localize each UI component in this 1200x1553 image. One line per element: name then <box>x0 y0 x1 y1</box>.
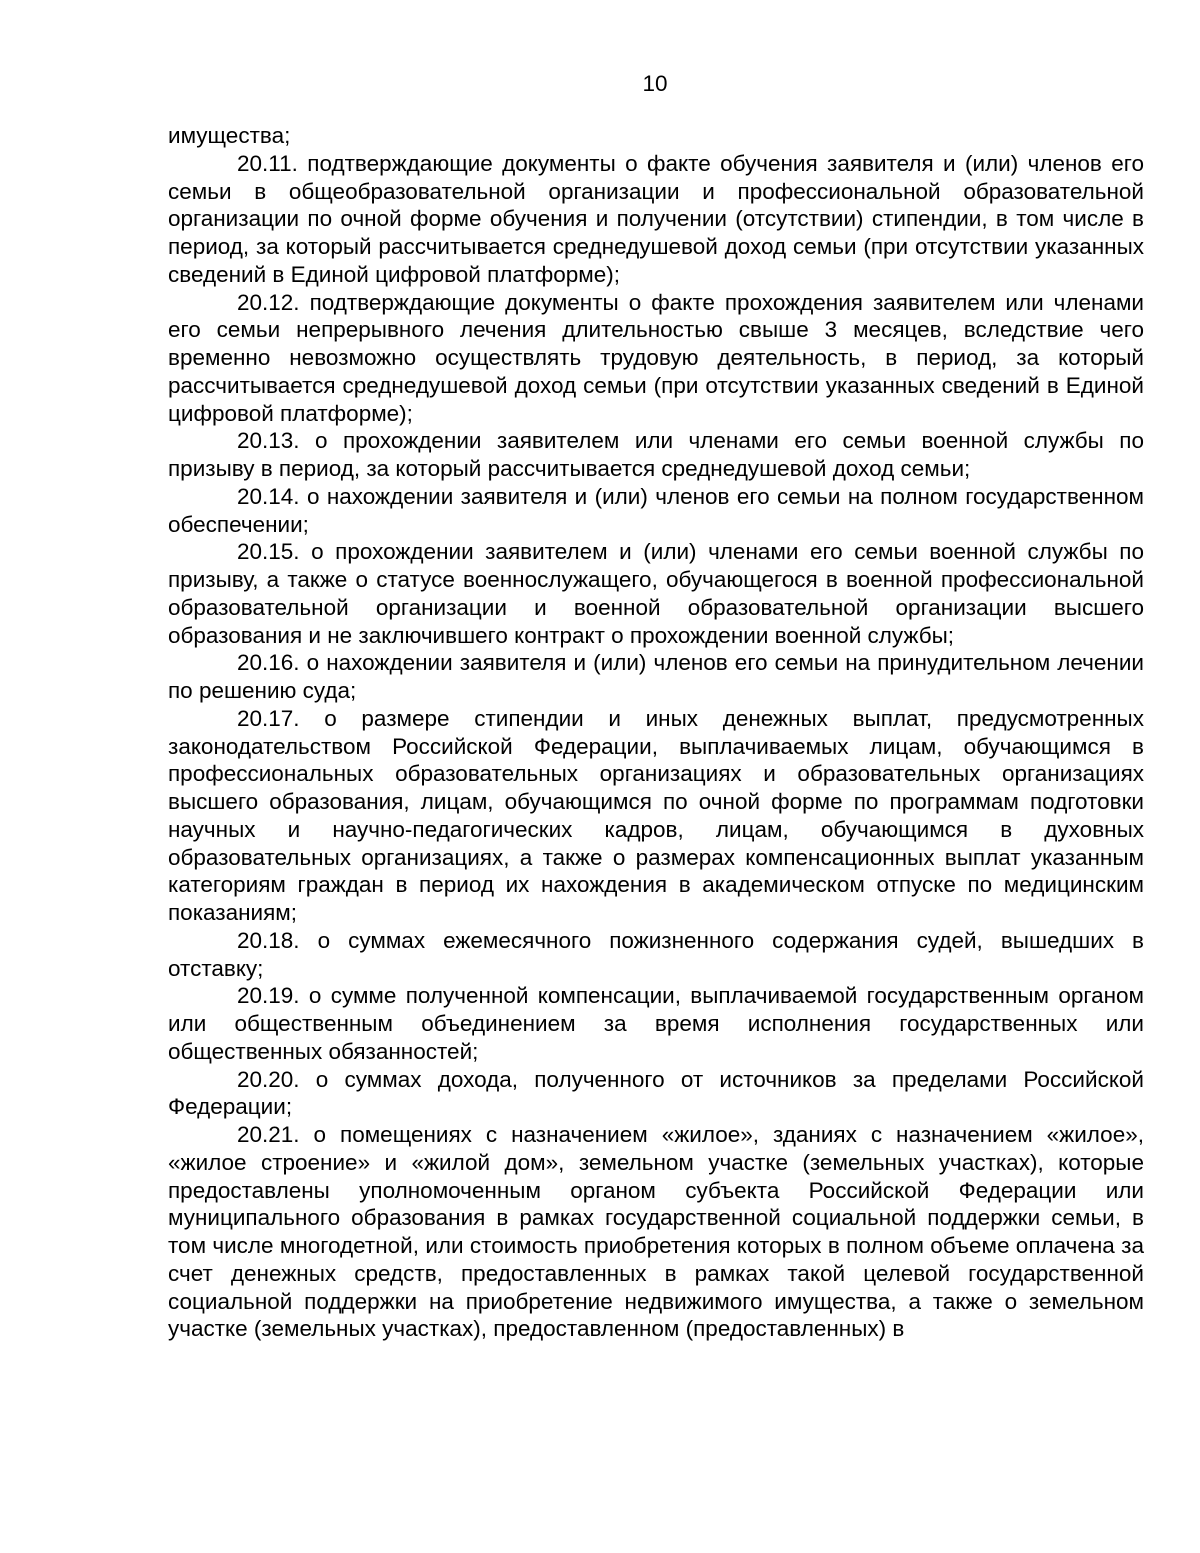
item-number: 20.13. <box>237 428 300 454</box>
list-item <box>168 483 1144 539</box>
page-number: 10 <box>642 71 668 96</box>
list-item <box>168 1121 1144 1343</box>
item-text: о размере стипендии и иных денежных выплат, предусмотренных законодательством Российской Федерации, выплачиваемых лицам, обучающимся в профессиональных образовательных организациях и образовательных организациях высшего образования, лицам, обучающимся по очной форме по программам подготовки научных и научно-педагогических кадров, лицам, обучающимся в духовных образовательных организациях, а также о размерах компенсационных выплат указанным категориям граждан в период их нахождения в академическом отпуске по медицинским показаниям; <box>168 705 1144 925</box>
item-number: 20.17. <box>237 705 300 731</box>
item-number: 20.11. <box>237 150 298 176</box>
list-item <box>168 927 1144 983</box>
item-text: о нахождении заявителя и (или) членов его семьи на полном государственном обеспечении; <box>168 483 1144 537</box>
item-number: 20.15. <box>237 539 300 565</box>
item-text: о прохождении заявителем или членами его семьи военной службы по призыву в период, за который рассчитывается среднедушевой доход семьи; <box>168 428 1144 481</box>
item-number: 20.18. <box>237 927 300 953</box>
list-item <box>168 538 1144 649</box>
list-item <box>168 427 1144 483</box>
continuation-text: имущества; <box>168 123 291 148</box>
list-item <box>168 705 1144 927</box>
list-item <box>168 289 1144 428</box>
item-number: 20.14. <box>237 483 300 509</box>
item-text: подтверждающие документы о факте прохождения заявителем или членами его семьи непрерывного лечения длительностью свыше 3 месяцев, вследствие чего временно невозможно осуществлять трудовую деятельность, в период, за который рассчитывается среднедушевой доход семьи (при отсутствии указанных сведений в Единой цифровой платформе); <box>168 289 1144 426</box>
list-item <box>168 150 1144 289</box>
item-text: о сумме полученной компенсации, выплачиваемой государственным органом или общественным объединением за время исполнения государственных или общественных обязанностей; <box>168 983 1144 1064</box>
list-item <box>168 649 1144 705</box>
list-item <box>168 982 1144 1065</box>
item-number: 20.21. <box>237 1122 300 1147</box>
item-text: о суммах дохода, полученного от источников за пределами Российской Федерации; <box>168 1066 1144 1120</box>
item-number: 20.19. <box>237 983 300 1009</box>
item-text: о нахождении заявителя и (или) членов его семьи на принудительном лечении по решению суда; <box>168 650 1144 703</box>
item-number: 20.12. <box>237 289 300 315</box>
item-text: о помещениях с назначением «жилое», зданиях с назначением «жилое», «жилое строение» и «жилой дом», земельном участке (земельных участках), которые предоставлены уполномоченным органом субъекта Российской Федерации или муниципального образования в рамках государственной социальной поддержки семьи, в том числе многодетной, или стоимость приобретения которых в полном объеме оплачена за счет денежных средств, предоставленных в рамках такой целевой государственной социальной поддержки на приобретение недвижимого имущества, а также о земельном участке (земельных участках), предоставленном (предоставленных) в <box>168 1122 1144 1342</box>
item-text: о прохождении заявителем и (или) членами его семьи военной службы по призыву, а также о статусе военнослужащего, обучающегося в военной профессиональной образовательной организации и военной образовательной организации высшего образования и не заключившего контракт о прохождении военной службы; <box>168 539 1144 648</box>
list-item <box>168 1066 1144 1122</box>
item-text: подтверждающие документы о факте обучения заявителя и (или) членов его семьи в общеобразовательной организации и профессиональной образовательной организации по очной форме обучения и получении (отсутствии) стипендии, в том числе в период, за который рассчитывается среднедушевой доход семьи (при отсутствии указанных сведений в Единой цифровой платформе); <box>168 150 1144 287</box>
item-number: 20.16. <box>237 650 300 676</box>
item-text: о суммах ежемесячного пожизненного содержания судей, вышедших в отставку; <box>168 927 1144 981</box>
document-body <box>168 122 1144 1343</box>
item-number: 20.20. <box>237 1066 300 1092</box>
